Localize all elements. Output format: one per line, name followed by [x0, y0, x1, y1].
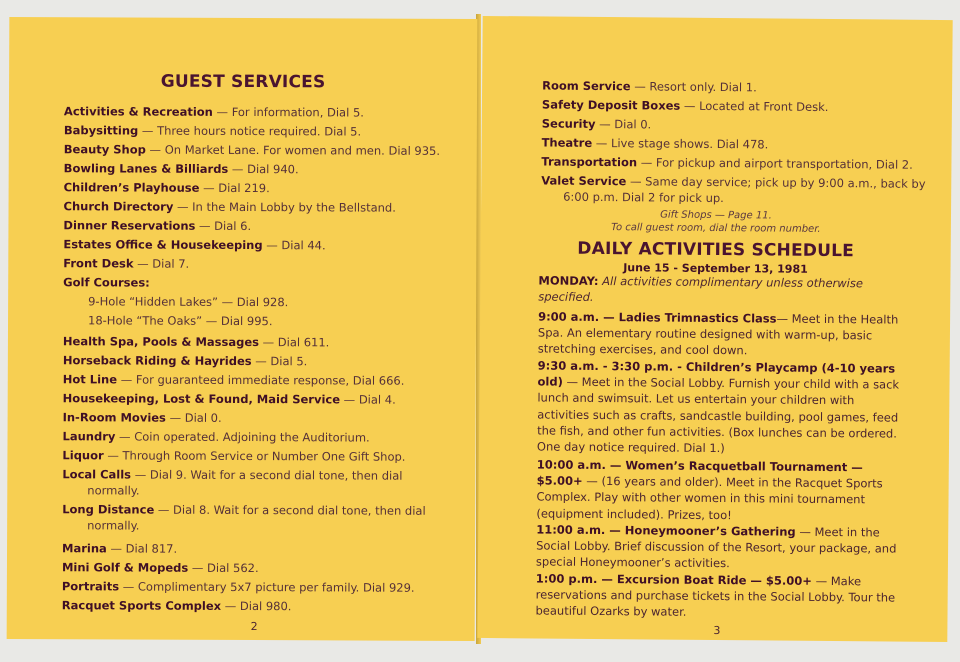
left-page [7, 17, 478, 641]
service-entry: Marina — Dial 817. [62, 541, 178, 556]
service-entry: Horseback Riding & Hayrides — Dial 5. [62, 353, 308, 369]
activity-item: 1:00 p.m. — Excursion Boat Ride — $5.00+ — Make reservations and purchase tickets in the Social Lobby. Tour the beautiful Ozarks by water. [535, 571, 896, 620]
service-entry: Beauty Shop — On Market Lane. For women and men. Dial 935. [63, 142, 441, 158]
activity-item: 9:00 a.m. — Ladies Trimnastics Class— Meet in the Health Spa. An elementary routine designed with warm-up, basic stretching exercises, and cool down. [537, 309, 899, 358]
page-number: 3 [713, 623, 721, 638]
service-entry: Safety Deposit Boxes — Located at Front Desk. [541, 97, 829, 114]
service-entry: Local Calls — Dial 9. Wait for a second dial tone, then dial [62, 467, 403, 483]
golf-line: 18-Hole “The Oaks” — Dial 995. [88, 313, 273, 329]
right-page [477, 16, 952, 642]
activity-item: 10:00 a.m. — Women’s Racquetball Tournament — $5.00+ — (16 years and older). Meet in the Racquet Sports Complex. Play with other women in this mini tournament (equipment included). Prizes, too! [536, 457, 883, 522]
service-entry: Portraits — Complimentary 5x7 picture per family. Dial 929. [61, 579, 415, 595]
service-entry: Children’s Playhouse — Dial 219. [63, 180, 270, 196]
schedule-title: DAILY ACTIVITIES SCHEDULE [577, 238, 855, 262]
service-entry: Church Directory — In the Main Lobby by the Bellstand. [63, 199, 396, 215]
schedule-dates: June 15 - September 13, 1981 [623, 261, 808, 276]
service-entry: Room Service — Resort only. Dial 1. [542, 78, 757, 95]
service-entry: Front Desk — Dial 7. [63, 256, 190, 271]
gift-shops-note: Gift Shops — Page 11. [660, 209, 772, 222]
guest-services-title: GUEST SERVICES [160, 71, 326, 93]
page-number: 2 [250, 620, 258, 634]
monday-header: MONDAY: All activities complimentary unless otherwise specified. [538, 273, 864, 305]
service-entry: Health Spa, Pools & Massages — Dial 611. [62, 334, 330, 350]
service-entry: Dinner Reservations — Dial 6. [63, 218, 252, 234]
service-entry: Activities & Recreation — For information, Dial 5. [63, 104, 364, 120]
service-entry: Housekeeping, Lost & Found, Maid Service — Dial 4. [62, 391, 396, 407]
continuation-line: 6:00 p.m. Dial 2 for pick up. [563, 189, 724, 206]
service-entry: Golf Courses: [63, 275, 150, 290]
golf-line: 9-Hole “Hidden Lakes” — Dial 928. [88, 294, 289, 310]
service-entry: Long Distance — Dial 8. Wait for a second dial tone, then dial [62, 502, 426, 518]
continuation-line: normally. [87, 483, 140, 498]
service-entry: Mini Golf & Mopeds — Dial 562. [61, 560, 259, 576]
guest-room-note: To call guest room, dial the room number. [611, 222, 821, 235]
service-entry: Security — Dial 0. [541, 116, 652, 132]
service-entry: In-Room Movies — Dial 0. [62, 410, 222, 425]
service-entry: Hot Line — For guaranteed immediate response, Dial 666. [62, 372, 405, 388]
service-entry: Bowling Lanes & Billiards — Dial 940. [63, 161, 299, 177]
continuation-line: normally. [87, 518, 140, 533]
service-entry: Liquor — Through Room Service or Number One Gift Shop. [62, 448, 406, 464]
activity-item: 11:00 a.m. — Honeymooner’s Gathering — Meet in the Social Lobby. Brief discussion of the Resort, your package, and special Honeymooner’s activities. [535, 522, 897, 571]
service-entry: Transportation — For pickup and airport transportation, Dial 2. [541, 154, 913, 172]
service-entry: Babysitting — Three hours notice required. Dial 5. [63, 123, 362, 139]
service-entry: Laundry — Coin operated. Adjoining the Auditorium. [62, 429, 370, 445]
service-entry: Racquet Sports Complex — Dial 980. [61, 598, 292, 614]
service-entry: Theatre — Live stage shows. Dial 478. [541, 135, 769, 152]
service-entry: Valet Service — Same day service; pick up by 9:00 a.m., back by [541, 173, 926, 191]
service-entry: Estates Office & Housekeeping — Dial 44. [63, 237, 326, 253]
activity-item: 9:30 a.m. - 3:30 p.m. - Children’s Playcamp (4-10 years old) — Meet in the Social Lobby. Furnish your child with a sack lunch and swimsuit. Let us entertain your children with activities such as crafts, sandcastle building, pool games, feed the fish, and other fun activities. (Box lunches can be ordered. One day notice required. Dial 1.) [536, 358, 900, 456]
